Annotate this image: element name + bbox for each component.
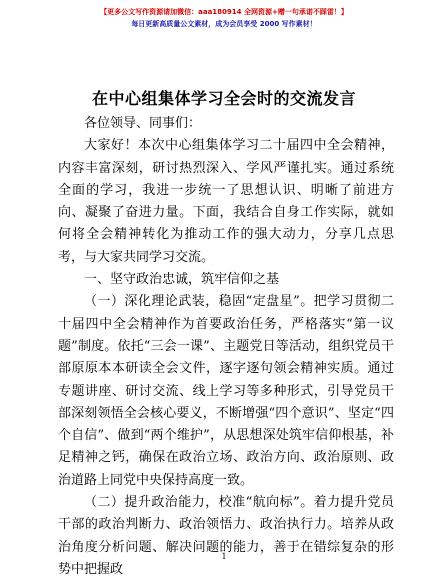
paragraph: 大家好！本次中心组集体学习二十届四中全会精神，内容丰富深刻，研讨热烈深入、学风严谨扎实。通过系统全面的学习，我进一步统一了思想认识、明晰了前进方向、凝聚了奋进力量。下面，我结合自身工作实际，就如何将全会精神转化为推动工作的强大动力，分享几点思考，与大家共同学习交流。 — [58, 138, 394, 265]
salutation: 各位领导、同事们： — [84, 116, 202, 131]
document-title: 在中心组集体学习全会时的交流发言 — [91, 89, 356, 108]
header-banner — [0, 6, 448, 30]
paragraph: （二）提升政治能力，校准“航向标”。着力提升党员干部的政治判断力、政治领悟力、政治执行力。培养从政治角度分析问题、解决问题的能力，善于在错综复杂的形势中把握政 — [58, 495, 394, 577]
paragraph: （一）深化理论武装，稳固“定盘星”。把学习贯彻二十届四中全会精神作为首要政治任务，严格落实“第一议题”制度。依托“三会一课”、主题党日等活动，组织党员干部原原本本研读全会文件，逐字逐句领会精神实质。通过专题讲座、研讨交流、线上学习等多种形式，引导党员干部深刻领悟全会核心要义，不断增强“四个意识”、坚定“四个自信”、做到“两个维护”，从思想深处筑牢信仰根基，补足精神之钙，确保在政治立场、政治方向、政治原则、政治道路上同党中央保持高度一致。 — [58, 294, 394, 488]
section-heading: 一、坚守政治忠诚，筑牢信仰之基 — [84, 272, 280, 288]
promo-line-1: 【更多公文写作资源请加微信：aaa180914 全网资源+赠一句承诺不踩雷！】 — [100, 8, 348, 16]
document-body — [58, 113, 394, 581]
promo-line-2: 每日更新高质量公文素材，成为会员享受 2000 写作素材！ — [131, 20, 317, 28]
page-number: 1 — [221, 552, 227, 561]
